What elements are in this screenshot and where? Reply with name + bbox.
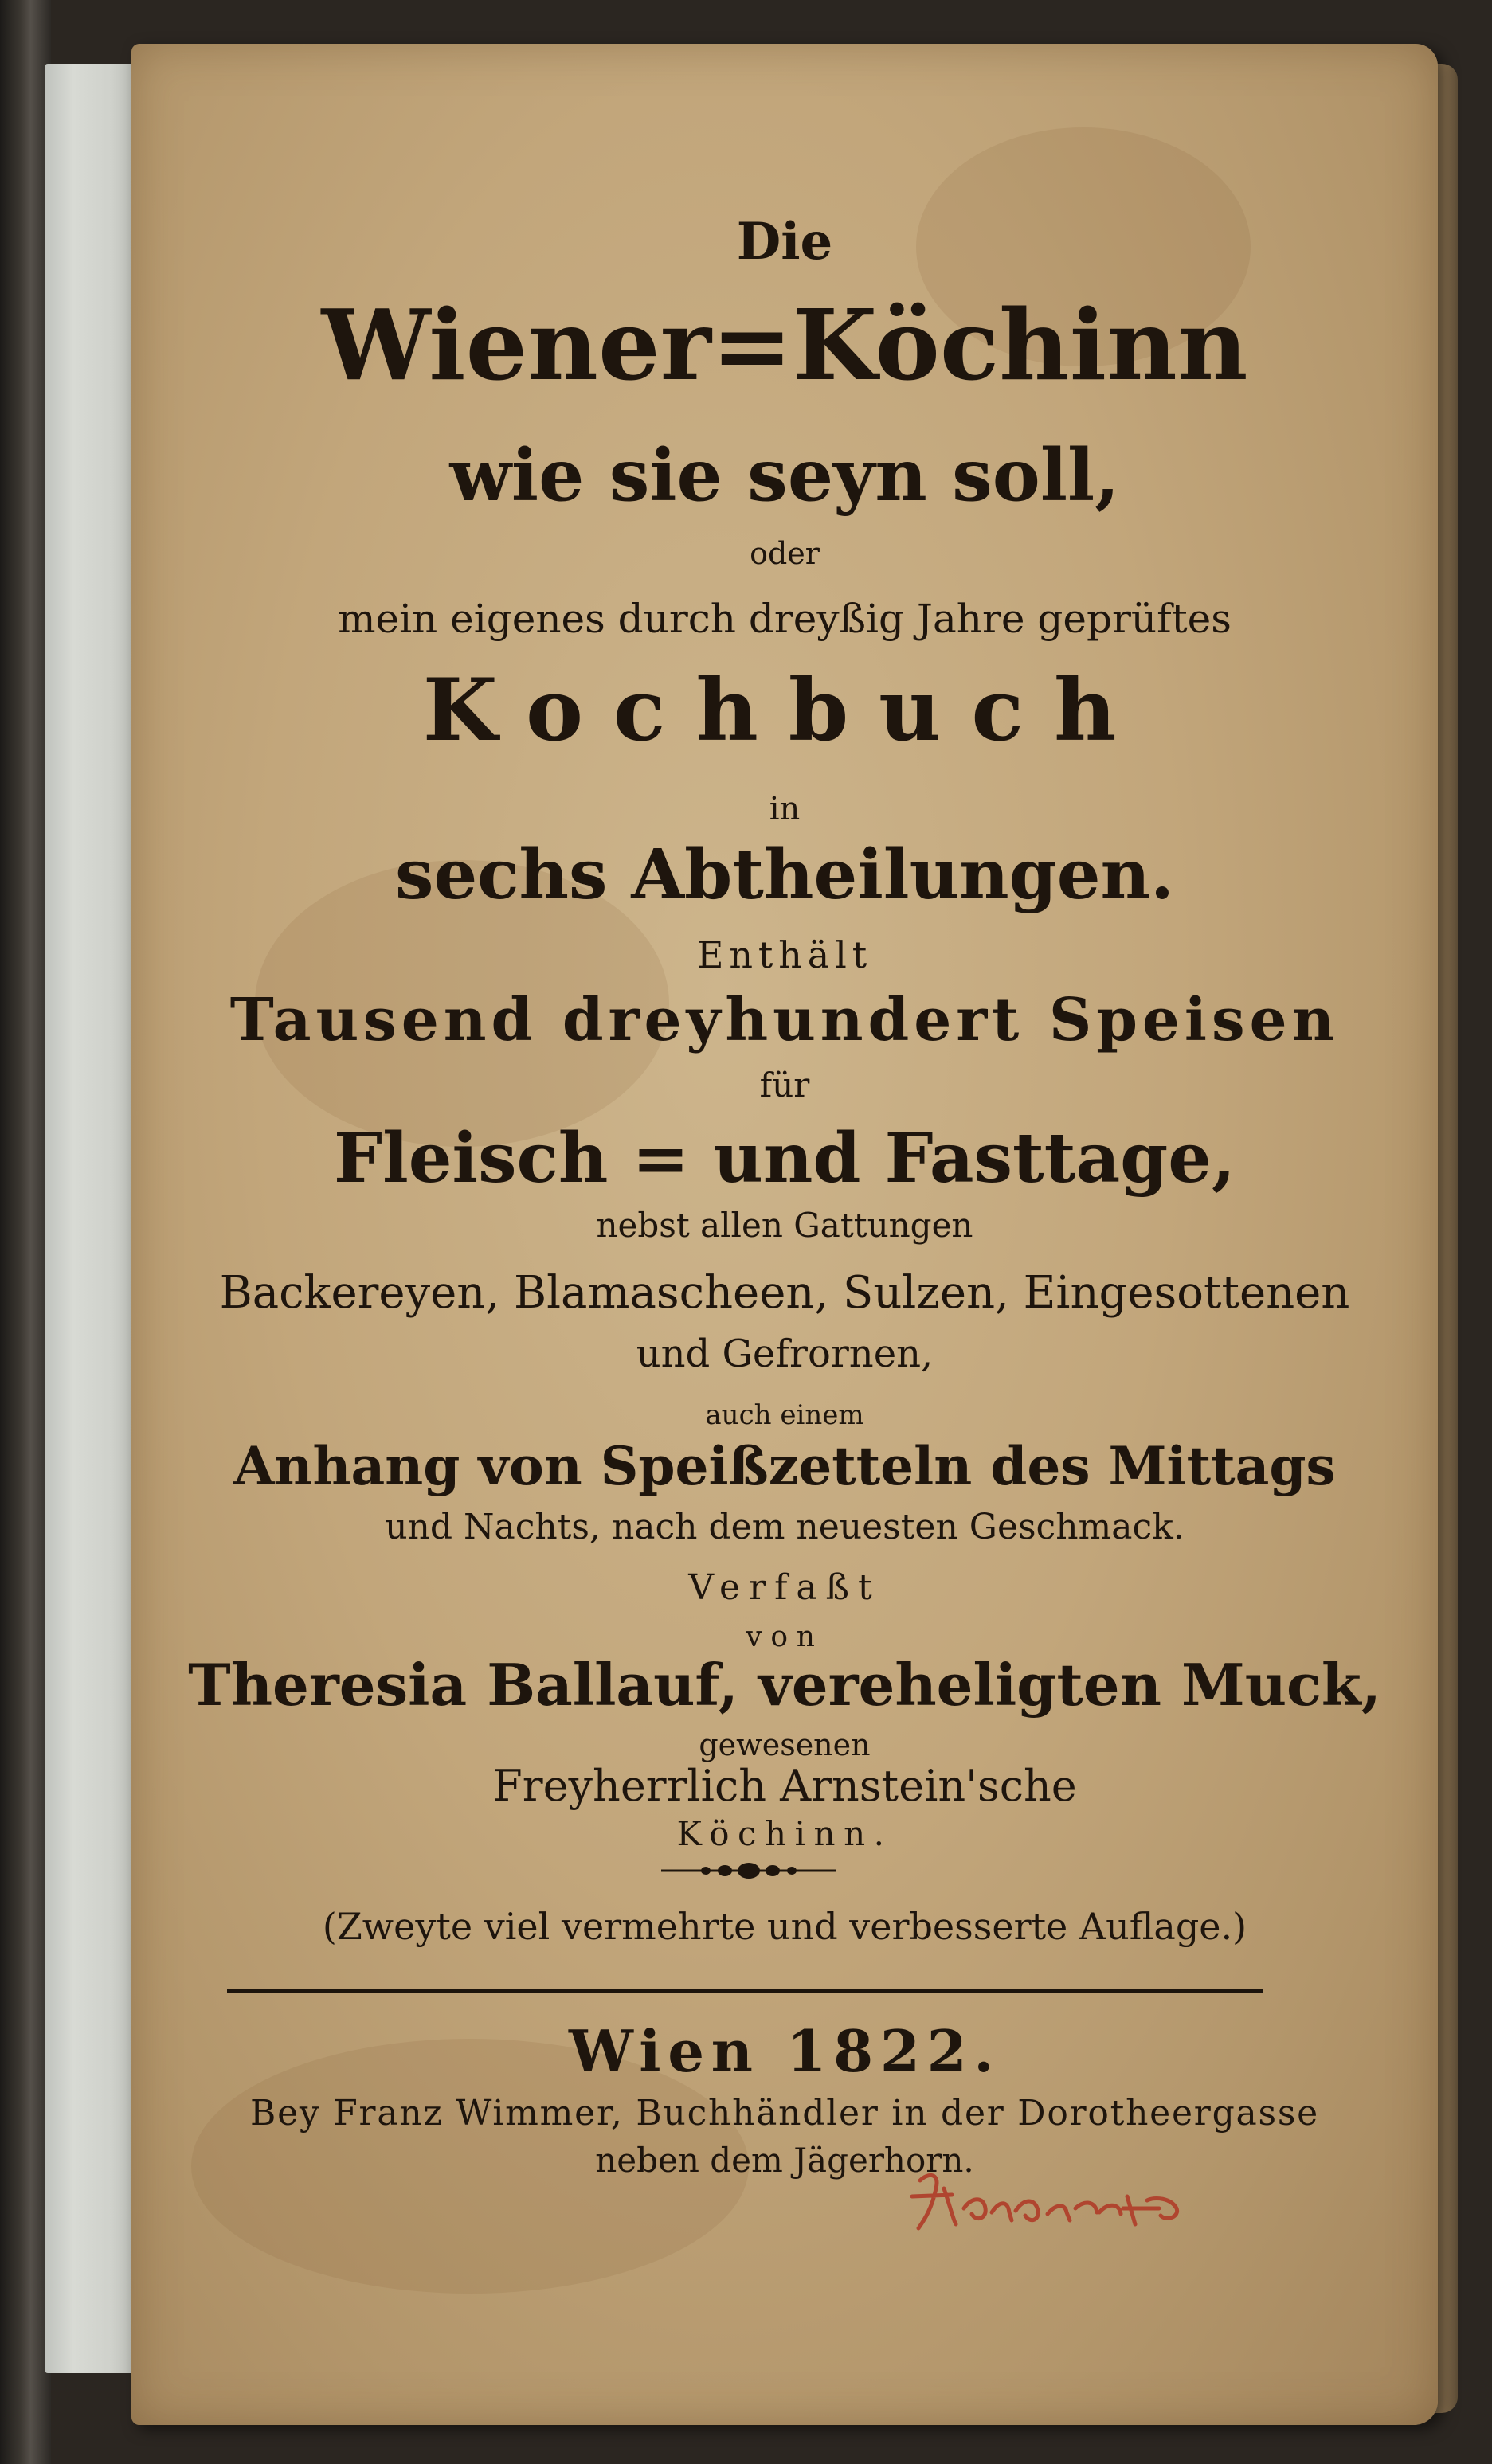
title-line-count: Tausend dreyhundert Speisen: [229, 986, 1340, 1054]
title-line-verfasst: Verfaßt: [688, 1567, 881, 1608]
imprint-publisher: Bey Franz Wimmer, Buchhändler in der Dorotheergasse: [250, 2093, 1319, 2134]
title-line-fuer: für: [759, 1066, 810, 1105]
title-line-description: mein eigenes durch dreyßig Jahre geprüftes: [338, 596, 1232, 642]
title-line-auch: auch einem: [705, 1399, 864, 1431]
title-line-nachts: und Nachts, nach dem neuesten Geschmack.: [385, 1507, 1185, 1547]
title-line-arnstein: Freyherrlich Arnstein'sche: [492, 1761, 1077, 1811]
title-line-days: Fleisch = und Fasttage,: [334, 1118, 1236, 1199]
title-line-in: in: [769, 791, 801, 827]
subtitle-line: wie sie seyn soll,: [449, 433, 1120, 518]
imprint-location: neben dem Jägerhorn.: [595, 2141, 974, 2180]
book-spine: [0, 0, 51, 2464]
title-line-die: Die: [736, 212, 833, 272]
title-kochbuch: Kochbuch: [422, 660, 1147, 761]
title-line-von: von: [746, 1621, 824, 1653]
title-line-enthaelt: Enthält: [696, 933, 873, 976]
title-line-gewesenen: gewesenen: [699, 1727, 871, 1762]
edition-note: (Zweyte viel vermehrte und verbesserte Auflage.): [322, 1905, 1247, 1948]
title-line-varieties: Backereyen, Blamascheen, Sulzen, Eingesottenen: [219, 1267, 1350, 1319]
title-line-koechinn: Köchinn.: [676, 1814, 893, 1853]
title-line-appendix: Anhang von Speißzetteln des Mittags: [233, 1435, 1336, 1497]
author-name: Theresia Ballauf, vereheligten Muck,: [188, 1651, 1381, 1719]
title-line-nebst: nebst allen Gattungen: [596, 1206, 973, 1245]
handwritten-signature-icon: [896, 2165, 1199, 2236]
imprint-place-year: Wien 1822.: [568, 2017, 1001, 2085]
title-line-sections: sechs Abtheilungen.: [395, 835, 1174, 915]
divider-rule: [227, 1989, 1263, 1993]
title-line-oder: oder: [750, 536, 820, 571]
ornament-icon: [661, 1860, 836, 1882]
title-line-gefrornen: und Gefrornen,: [636, 1332, 934, 1376]
binding-strip: [45, 64, 140, 2373]
main-title: Wiener=Köchinn: [321, 287, 1248, 402]
